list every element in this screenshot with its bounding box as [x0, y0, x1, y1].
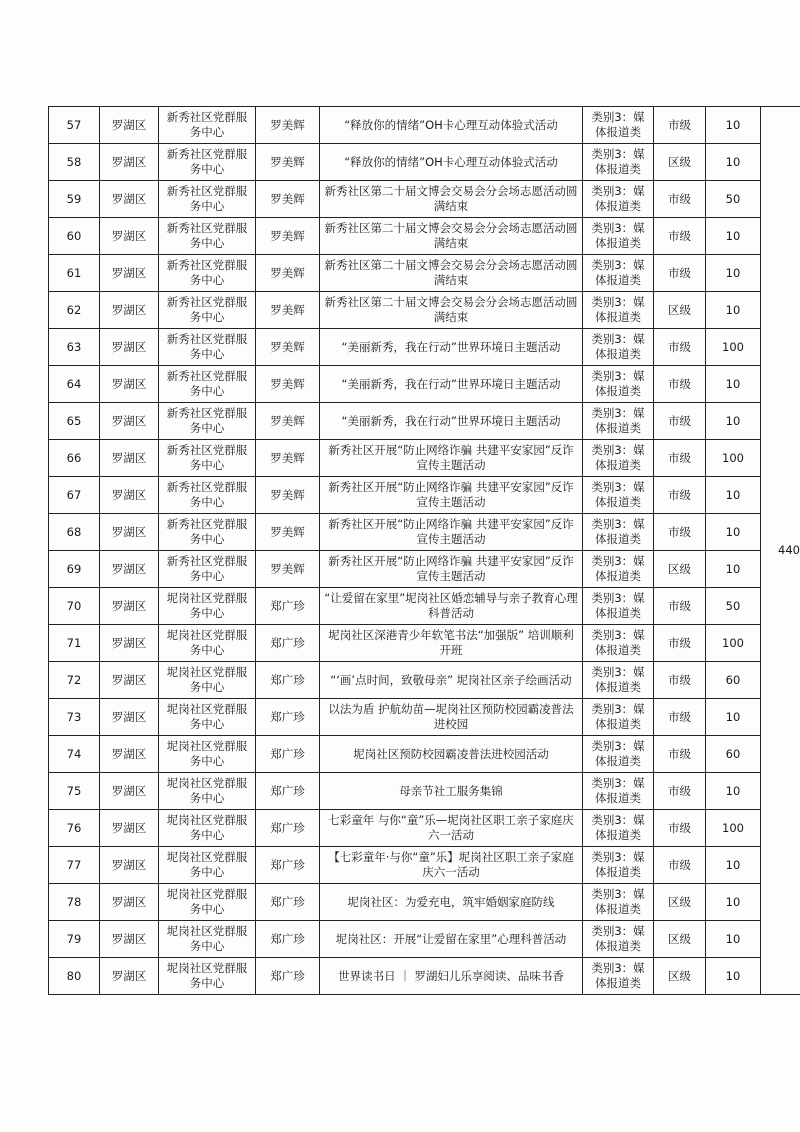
person-cell: 郑广珍	[256, 884, 320, 921]
activity-title-cell: 新秀社区第二十届文博会交易会分会场志愿活动圆满结束	[320, 292, 583, 329]
category-cell: 类别3：媒体报道类	[583, 440, 654, 477]
category-cell: 类别3：媒体报道类	[583, 329, 654, 366]
score-cell: 10	[706, 958, 761, 995]
score-cell: 10	[706, 884, 761, 921]
level-cell: 市级	[654, 662, 706, 699]
row-number: 75	[49, 773, 100, 810]
activity-title-cell: “让爱留在家里”坭岗社区婚恋辅导与亲子教育心理科普活动	[320, 588, 583, 625]
level-cell: 市级	[654, 847, 706, 884]
table-row	[49, 477, 800, 514]
row-number: 78	[49, 884, 100, 921]
score-cell: 10	[706, 366, 761, 403]
level-cell: 市级	[654, 329, 706, 366]
activity-title-cell: 七彩童年 与你“童”乐—坭岗社区职工亲子家庭庆六一活动	[320, 810, 583, 847]
activity-title-cell: 【七彩童年·与你“童”乐】坭岗社区职工亲子家庭庆六一活动	[320, 847, 583, 884]
level-cell: 市级	[654, 181, 706, 218]
score-cell: 60	[706, 736, 761, 773]
organization-cell: 新秀社区党群服务中心	[159, 440, 256, 477]
organization-cell: 新秀社区党群服务中心	[159, 477, 256, 514]
category-cell: 类别3：媒体报道类	[583, 662, 654, 699]
district-cell: 罗湖区	[100, 107, 159, 144]
district-cell: 罗湖区	[100, 440, 159, 477]
activity-title-cell: “美丽新秀，我在行动”世界环境日主题活动	[320, 329, 583, 366]
level-cell: 市级	[654, 255, 706, 292]
district-cell: 罗湖区	[100, 292, 159, 329]
organization-cell: 新秀社区党群服务中心	[159, 551, 256, 588]
organization-cell: 坭岗社区党群服务中心	[159, 625, 256, 662]
row-number: 63	[49, 329, 100, 366]
table-row	[49, 440, 800, 477]
score-cell: 10	[706, 921, 761, 958]
district-cell: 罗湖区	[100, 218, 159, 255]
score-cell: 100	[706, 625, 761, 662]
person-cell: 罗美辉	[256, 551, 320, 588]
score-cell: 10	[706, 551, 761, 588]
level-cell: 市级	[654, 625, 706, 662]
score-cell: 10	[706, 847, 761, 884]
district-cell: 罗湖区	[100, 514, 159, 551]
category-cell: 类别3：媒体报道类	[583, 514, 654, 551]
row-number: 73	[49, 699, 100, 736]
organization-cell: 坭岗社区党群服务中心	[159, 662, 256, 699]
organization-cell: 坭岗社区党群服务中心	[159, 588, 256, 625]
category-cell: 类别3：媒体报道类	[583, 292, 654, 329]
category-cell: 类别3：媒体报道类	[583, 181, 654, 218]
district-cell: 罗湖区	[100, 958, 159, 995]
table-row	[49, 625, 800, 662]
activity-title-cell: “美丽新秀，我在行动”世界环境日主题活动	[320, 366, 583, 403]
district-cell: 罗湖区	[100, 625, 159, 662]
category-cell: 类别3：媒体报道类	[583, 255, 654, 292]
activity-title-cell: 母亲节社工服务集锦	[320, 773, 583, 810]
category-cell: 类别3：媒体报道类	[583, 107, 654, 144]
table-row	[49, 736, 800, 773]
person-cell: 罗美辉	[256, 107, 320, 144]
person-cell: 罗美辉	[256, 514, 320, 551]
organization-cell: 坭岗社区党群服务中心	[159, 699, 256, 736]
category-cell: 类别3：媒体报道类	[583, 403, 654, 440]
person-cell: 郑广珍	[256, 662, 320, 699]
person-cell: 罗美辉	[256, 329, 320, 366]
district-cell: 罗湖区	[100, 329, 159, 366]
category-cell: 类别3：媒体报道类	[583, 810, 654, 847]
activity-title-cell: 新秀社区开展“防止网络诈骗 共建平安家园”反诈宣传主题活动	[320, 551, 583, 588]
organization-cell: 坭岗社区党群服务中心	[159, 810, 256, 847]
district-cell: 罗湖区	[100, 181, 159, 218]
row-number: 77	[49, 847, 100, 884]
row-number: 72	[49, 662, 100, 699]
activity-title-cell: 新秀社区开展“防止网络诈骗 共建平安家园”反诈宣传主题活动	[320, 514, 583, 551]
category-cell: 类别3：媒体报道类	[583, 218, 654, 255]
table-row	[49, 884, 800, 921]
level-cell: 区级	[654, 144, 706, 181]
organization-cell: 坭岗社区党群服务中心	[159, 921, 256, 958]
activity-title-cell: “美丽新秀，我在行动”世界环境日主题活动	[320, 403, 583, 440]
person-cell: 罗美辉	[256, 144, 320, 181]
level-cell: 市级	[654, 588, 706, 625]
category-cell: 类别3：媒体报道类	[583, 773, 654, 810]
table-row	[49, 921, 800, 958]
row-number: 69	[49, 551, 100, 588]
score-cell: 50	[706, 181, 761, 218]
row-number: 60	[49, 218, 100, 255]
table-row	[49, 218, 800, 255]
category-cell: 类别3：媒体报道类	[583, 921, 654, 958]
category-cell: 类别3：媒体报道类	[583, 477, 654, 514]
activity-title-cell: 新秀社区第二十届文博会交易会分会场志愿活动圆满结束	[320, 181, 583, 218]
table-row	[49, 107, 800, 144]
level-cell: 区级	[654, 921, 706, 958]
table-row	[49, 514, 800, 551]
score-cell: 100	[706, 329, 761, 366]
row-number: 76	[49, 810, 100, 847]
level-cell: 市级	[654, 440, 706, 477]
district-cell: 罗湖区	[100, 588, 159, 625]
district-cell: 罗湖区	[100, 773, 159, 810]
person-cell: 罗美辉	[256, 403, 320, 440]
activity-title-cell: 新秀社区开展“防止网络诈骗 共建平安家园”反诈宣传主题活动	[320, 477, 583, 514]
score-cell: 100	[706, 440, 761, 477]
table-row	[49, 366, 800, 403]
table-row	[49, 847, 800, 884]
level-cell: 市级	[654, 477, 706, 514]
score-cell: 10	[706, 699, 761, 736]
score-cell: 10	[706, 773, 761, 810]
activity-title-cell: 坭岗社区：开展“让爱留在家里”心理科普活动	[320, 921, 583, 958]
organization-cell: 新秀社区党群服务中心	[159, 255, 256, 292]
score-cell: 10	[706, 107, 761, 144]
organization-cell: 新秀社区党群服务中心	[159, 107, 256, 144]
row-number: 62	[49, 292, 100, 329]
level-cell: 市级	[654, 107, 706, 144]
activity-title-cell: 坭岗社区：为爱充电，筑牢婚姻家庭防线	[320, 884, 583, 921]
organization-cell: 新秀社区党群服务中心	[159, 218, 256, 255]
score-cell: 10	[706, 144, 761, 181]
records-table	[48, 106, 800, 995]
category-cell: 类别3：媒体报道类	[583, 958, 654, 995]
person-cell: 郑广珍	[256, 699, 320, 736]
table-row	[49, 292, 800, 329]
score-cell: 10	[706, 292, 761, 329]
category-cell: 类别3：媒体报道类	[583, 144, 654, 181]
score-cell: 60	[706, 662, 761, 699]
activity-title-cell: “释放你的情绪”OH卡心理互动体验式活动	[320, 144, 583, 181]
level-cell: 市级	[654, 218, 706, 255]
activity-title-cell: 坭岗社区预防校园霸凌普法进校园活动	[320, 736, 583, 773]
table-body	[49, 107, 800, 995]
level-cell: 区级	[654, 958, 706, 995]
activity-title-cell: 世界读书日 ｜ 罗湖妇儿乐享阅读、品味书香	[320, 958, 583, 995]
table-row	[49, 699, 800, 736]
district-cell: 罗湖区	[100, 699, 159, 736]
table-row	[49, 181, 800, 218]
row-number: 66	[49, 440, 100, 477]
row-number: 58	[49, 144, 100, 181]
category-cell: 类别3：媒体报道类	[583, 847, 654, 884]
organization-cell: 新秀社区党群服务中心	[159, 292, 256, 329]
row-number: 61	[49, 255, 100, 292]
district-cell: 罗湖区	[100, 810, 159, 847]
district-cell: 罗湖区	[100, 736, 159, 773]
category-cell: 类别3：媒体报道类	[583, 588, 654, 625]
row-number: 79	[49, 921, 100, 958]
district-cell: 罗湖区	[100, 403, 159, 440]
activity-title-cell: 新秀社区第二十届文博会交易会分会场志愿活动圆满结束	[320, 218, 583, 255]
district-cell: 罗湖区	[100, 366, 159, 403]
level-cell: 市级	[654, 514, 706, 551]
category-cell: 类别3：媒体报道类	[583, 625, 654, 662]
organization-cell: 新秀社区党群服务中心	[159, 403, 256, 440]
row-number: 64	[49, 366, 100, 403]
district-cell: 罗湖区	[100, 847, 159, 884]
row-number: 68	[49, 514, 100, 551]
organization-cell: 坭岗社区党群服务中心	[159, 773, 256, 810]
organization-cell: 新秀社区党群服务中心	[159, 144, 256, 181]
category-cell: 类别3：媒体报道类	[583, 736, 654, 773]
organization-cell: 新秀社区党群服务中心	[159, 366, 256, 403]
organization-cell: 坭岗社区党群服务中心	[159, 847, 256, 884]
organization-cell: 坭岗社区党群服务中心	[159, 736, 256, 773]
activity-title-cell: 新秀社区第二十届文博会交易会分会场志愿活动圆满结束	[320, 255, 583, 292]
district-cell: 罗湖区	[100, 551, 159, 588]
district-cell: 罗湖区	[100, 477, 159, 514]
person-cell: 郑广珍	[256, 588, 320, 625]
table-row	[49, 810, 800, 847]
person-cell: 罗美辉	[256, 218, 320, 255]
person-cell: 罗美辉	[256, 440, 320, 477]
level-cell: 区级	[654, 551, 706, 588]
score-cell: 50	[706, 588, 761, 625]
level-cell: 区级	[654, 292, 706, 329]
table-row	[49, 958, 800, 995]
level-cell: 市级	[654, 736, 706, 773]
total-score-cell: 440	[761, 107, 800, 995]
organization-cell: 坭岗社区党群服务中心	[159, 884, 256, 921]
category-cell: 类别3：媒体报道类	[583, 699, 654, 736]
level-cell: 区级	[654, 884, 706, 921]
person-cell: 郑广珍	[256, 810, 320, 847]
person-cell: 郑广珍	[256, 921, 320, 958]
district-cell: 罗湖区	[100, 662, 159, 699]
row-number: 59	[49, 181, 100, 218]
person-cell: 罗美辉	[256, 477, 320, 514]
table-row	[49, 403, 800, 440]
table-row	[49, 662, 800, 699]
score-cell: 10	[706, 218, 761, 255]
organization-cell: 新秀社区党群服务中心	[159, 514, 256, 551]
row-number: 57	[49, 107, 100, 144]
person-cell: 郑广珍	[256, 958, 320, 995]
row-number: 74	[49, 736, 100, 773]
organization-cell: 坭岗社区党群服务中心	[159, 958, 256, 995]
row-number: 71	[49, 625, 100, 662]
category-cell: 类别3：媒体报道类	[583, 551, 654, 588]
person-cell: 罗美辉	[256, 366, 320, 403]
activity-title-cell: “‘画’点时间，致敬母亲” 坭岗社区亲子绘画活动	[320, 662, 583, 699]
person-cell: 郑广珍	[256, 773, 320, 810]
activity-title-cell: 以法为盾 护航幼苗—坭岗社区预防校园霸凌普法进校园	[320, 699, 583, 736]
organization-cell: 新秀社区党群服务中心	[159, 181, 256, 218]
district-cell: 罗湖区	[100, 884, 159, 921]
person-cell: 郑广珍	[256, 625, 320, 662]
level-cell: 市级	[654, 773, 706, 810]
activity-title-cell: “释放你的情绪”OH卡心理互动体验式活动	[320, 107, 583, 144]
district-cell: 罗湖区	[100, 144, 159, 181]
table-row	[49, 773, 800, 810]
score-cell: 10	[706, 477, 761, 514]
score-cell: 100	[706, 810, 761, 847]
activity-title-cell: 新秀社区开展“防止网络诈骗 共建平安家园”反诈宣传主题活动	[320, 440, 583, 477]
table-row	[49, 588, 800, 625]
row-number: 70	[49, 588, 100, 625]
level-cell: 市级	[654, 366, 706, 403]
table-row	[49, 255, 800, 292]
person-cell: 罗美辉	[256, 181, 320, 218]
row-number: 80	[49, 958, 100, 995]
row-number: 65	[49, 403, 100, 440]
score-cell: 10	[706, 255, 761, 292]
level-cell: 市级	[654, 810, 706, 847]
table-row	[49, 144, 800, 181]
score-cell: 10	[706, 514, 761, 551]
district-cell: 罗湖区	[100, 921, 159, 958]
row-number: 67	[49, 477, 100, 514]
person-cell: 郑广珍	[256, 736, 320, 773]
level-cell: 市级	[654, 403, 706, 440]
person-cell: 罗美辉	[256, 255, 320, 292]
table-row	[49, 329, 800, 366]
category-cell: 类别3：媒体报道类	[583, 884, 654, 921]
category-cell: 类别3：媒体报道类	[583, 366, 654, 403]
district-cell: 罗湖区	[100, 255, 159, 292]
organization-cell: 新秀社区党群服务中心	[159, 329, 256, 366]
activity-title-cell: 坭岗社区深港青少年软笔书法“加强版” 培训顺利开班	[320, 625, 583, 662]
person-cell: 罗美辉	[256, 292, 320, 329]
person-cell: 郑广珍	[256, 847, 320, 884]
score-cell: 10	[706, 403, 761, 440]
level-cell: 市级	[654, 699, 706, 736]
table-row	[49, 551, 800, 588]
